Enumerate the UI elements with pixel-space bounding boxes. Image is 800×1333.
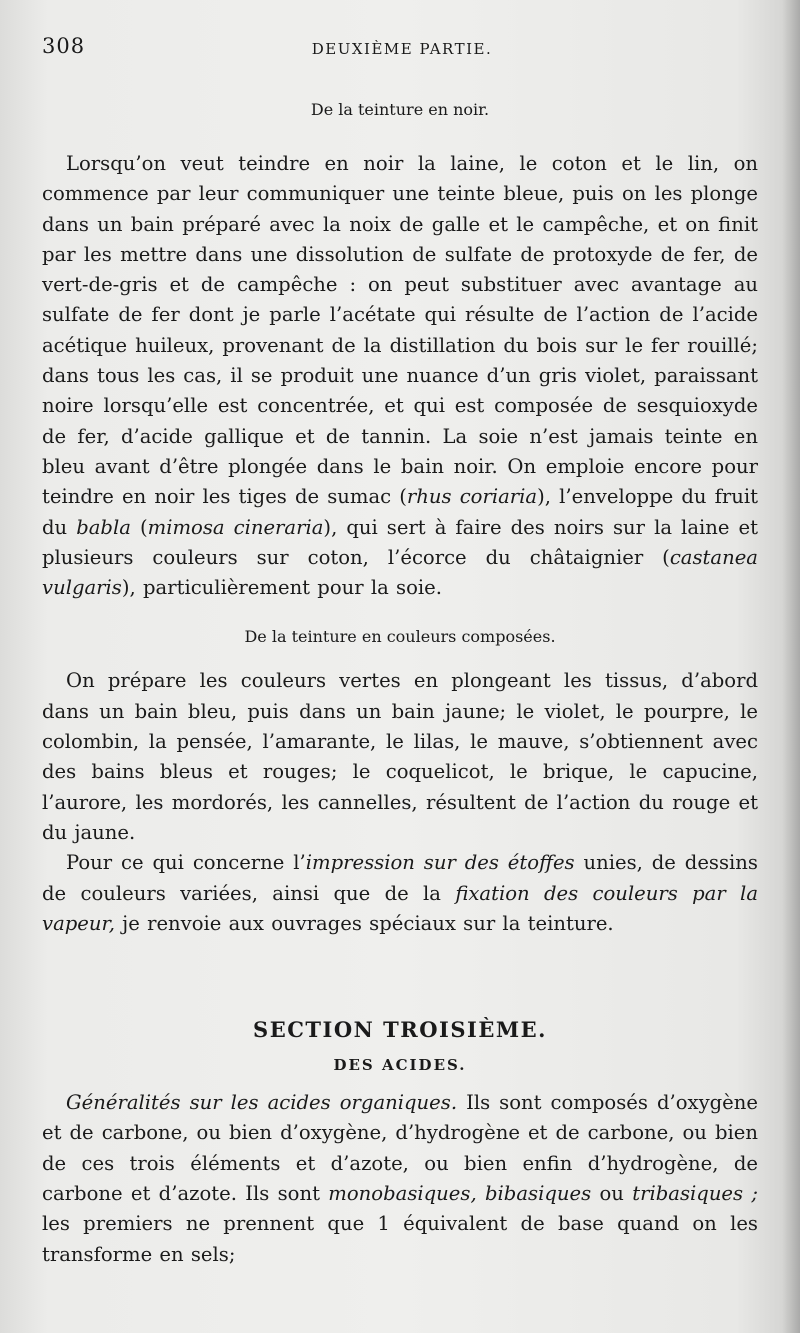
latin-name: mimosa cineraria [147, 515, 324, 539]
subsection-heading-noir: De la teinture en noir. [310, 100, 490, 119]
paragraph-text: ), l’enveloppe du fruit du [42, 485, 759, 539]
run-in-heading: Généralités sur les acides organiques. [66, 1091, 458, 1115]
paragraph-text: ), qui sert à faire des noirs sur la laine et plusieurs couleurs sur coton, l’écorce du châtaignier ( [42, 515, 758, 569]
page-number: 308 [42, 34, 86, 58]
italic-term: monobasiques, bibasiques [328, 1182, 592, 1206]
paragraph-text: ou [591, 1182, 633, 1206]
paragraph-text: Pour ce qui concerne l’ [66, 851, 306, 875]
italic-term: fixation des couleurs par la vapeur, [42, 881, 758, 935]
latin-name: castanea vulgaris [42, 545, 758, 600]
italic-term: tribasiques ; [632, 1182, 758, 1206]
paragraph-noir [42, 149, 758, 603]
running-title: DEUXIÈME PARTIE. [311, 40, 493, 58]
paragraph-composees: On prépare les couleurs vertes en plongeant les tissus, d’abord dans un bain bleu, puis dans un bain jaune; le violet, le pourpre, le colombin, la pensée, l’amarante, le lilas, le mauve, s’obtiennent avec des bains bleus et rouges; le coquelicot, le brique, le capucine, l’aurore, les mordorés, les cannelles, résultent de l’action du rouge et du jaune. [42, 669, 758, 844]
page-gutter-shadow [782, 0, 800, 1333]
section-title: SECTION TROISIÈME. [253, 1017, 547, 1043]
paragraph-text: ), particulièrement pour la soie. [121, 576, 442, 600]
paragraph-text: je renvoie aux ouvrages spéciaux sur la teinture. [114, 911, 614, 935]
paragraph-text: ( [130, 515, 148, 539]
subsection-heading-composees: De la teinture en couleurs composées. [244, 627, 556, 647]
paragraph-text: Lorsqu’on veut teindre en noir la laine, le coton et le lin, on commence par leur communiquer une teinte bleue, puis on les plonge dans un bain préparé avec la noix de galle et le campêche, et on finit par les mettre dans une dissolution de sulfate de protoxyde de fer, de vert-de-gris et de campêche : on peut substituer avec avantage au sulfate de fer dont je parle l’acétate qui résulte de l’action de l’acide acétique huileux, provenant de la distillation du bois sur le fer rouillé; dans tous les cas, il se produit une nuance d’un gris violet, paraissant noire lorsqu’elle est concentrée, et qui est composée de sesquioxyde de fer, d’acide gallique et de tannin. La soie n’est jamais teinte en bleu avant d’être plongée dans le bain noir. On emploie encore pour teindre en noir les tiges de sumac ( [42, 152, 758, 509]
section-subtitle: DES ACIDES. [333, 1056, 467, 1075]
paragraph-text: unies, de dessins de couleurs variées, ainsi que de la [42, 851, 758, 905]
italic-term: impression sur des étoffes [305, 851, 575, 875]
latin-name: rhus coriaria [406, 485, 538, 509]
latin-name: babla [76, 515, 131, 539]
paragraph-text: Ils sont composés d’oxygène et de carbone, ou bien d’oxygène, d’hydrogène et de carbone, ou bien de ces trois éléments et d’azote, ou bien enfin d’hydrogène, de carbone et d’azote. Ils sont [42, 1091, 758, 1206]
paragraph-text: les premiers ne prennent que 1 équivalent de base quand on les transforme en sels; [42, 1212, 758, 1266]
page-body [42, 100, 758, 1270]
paragraph-impression [42, 848, 758, 939]
paragraph-acides [42, 1088, 758, 1270]
page-header [42, 34, 762, 64]
